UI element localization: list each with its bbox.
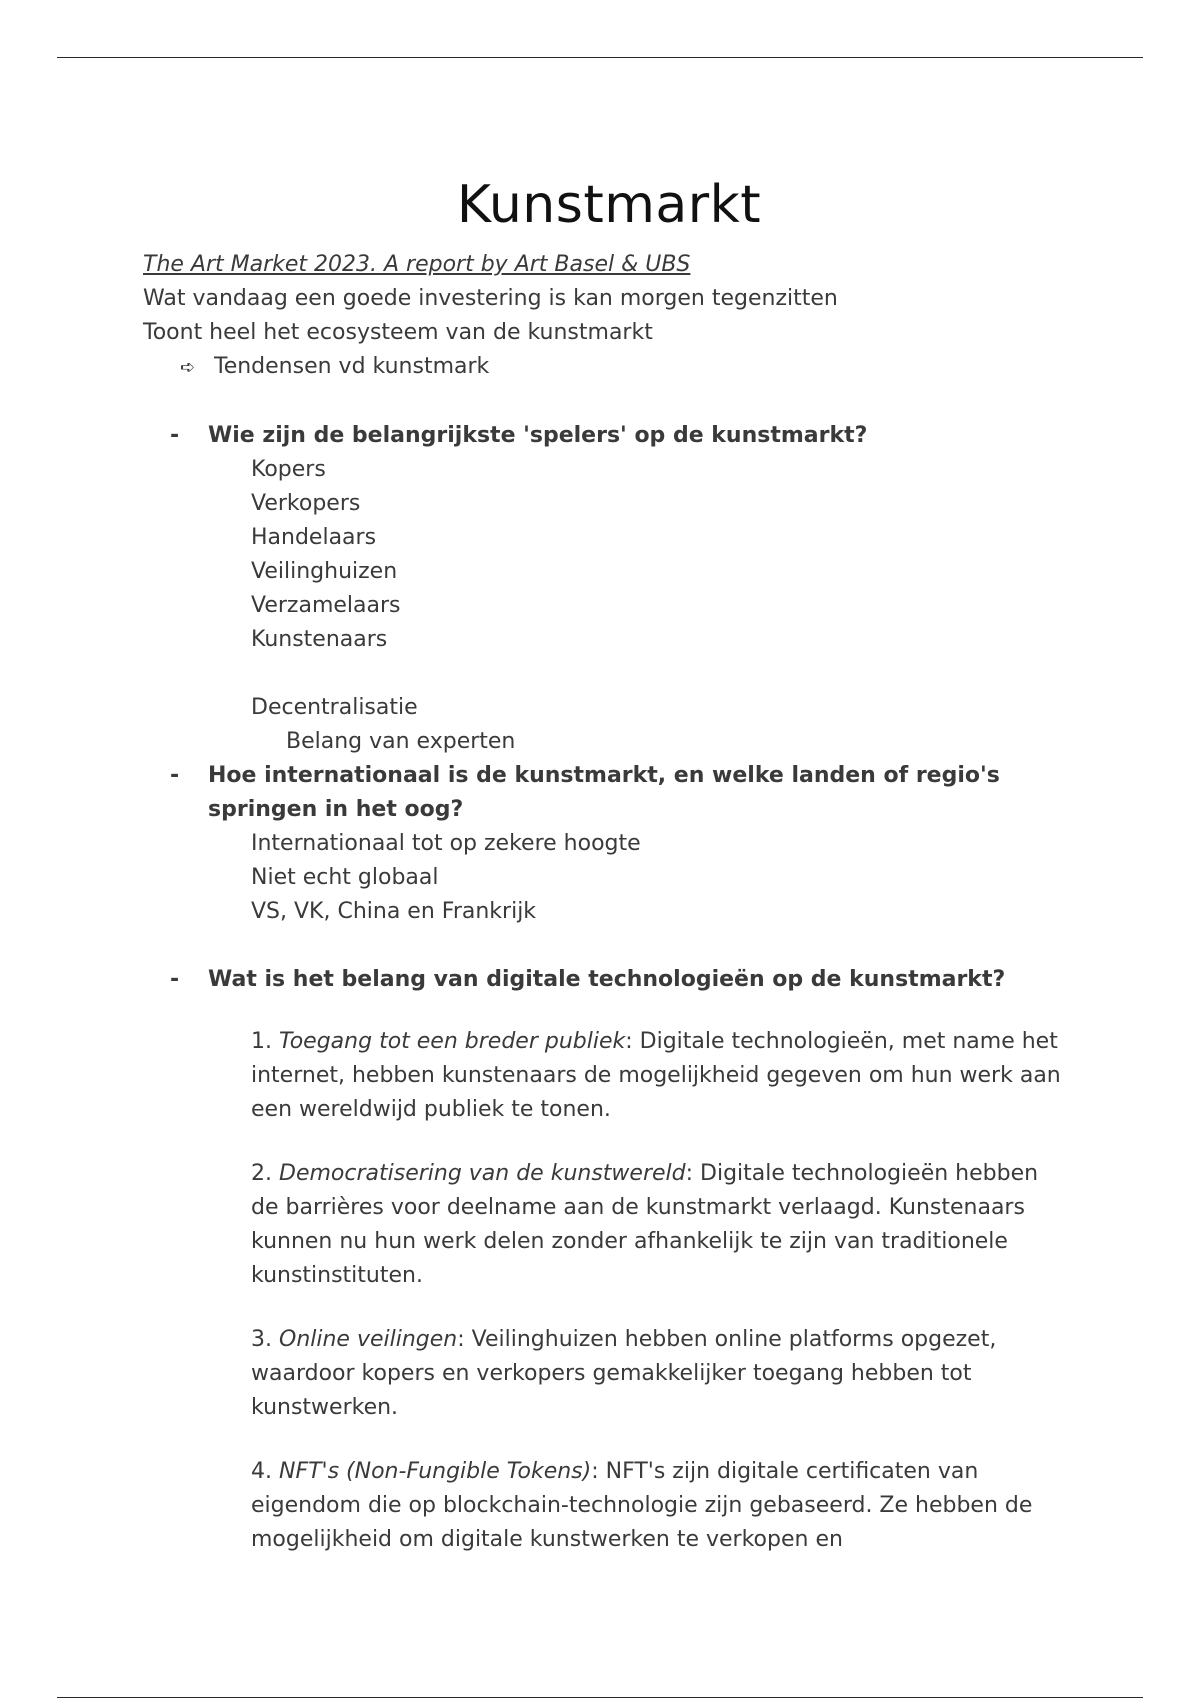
question-3-text: Wat is het belang van digitale technologieën op de kunstmarkt? [208, 967, 1006, 992]
item-number: 4. [251, 1459, 272, 1484]
list-item: Veilinghuizen [251, 559, 398, 584]
note-decentralisatie: Decentralisatie [251, 695, 418, 720]
question-1 [143, 419, 1093, 453]
bottom-rule [57, 1697, 1143, 1698]
source-link[interactable]: The Art Market 2023. A report by Art Basel & UBS [143, 252, 691, 277]
subnote-experten: Belang van experten [286, 729, 516, 754]
item-text: : Digitale technologieën hebben de barrières voor deelname aan de kunstmarkt verlaagd. Kunstenaars kunnen nu hun werk delen zonder afhankelijk te zijn van traditionele kunstinstituten. [251, 1161, 1039, 1288]
item-term: NFT's (Non-Fungible Tokens) [279, 1459, 592, 1484]
bullet-dash: - [170, 763, 180, 788]
item-term: Toegang tot een breder publiek [279, 1029, 626, 1054]
page-title: Kunstmarkt [456, 174, 762, 235]
list-item: Kunstenaars [251, 627, 388, 652]
item-term: Democratisering van de kunstwereld [279, 1161, 686, 1186]
item-text: : NFT's zijn digitale certificaten van eigendom die op blockchain-technologie zijn gebaseerd. Ze hebben de mogelijkheid om digitale kunstwerken te verkopen en [251, 1459, 1033, 1552]
arrow-item [143, 350, 1093, 385]
numbered-item [143, 1025, 1071, 1127]
bullet-dash: - [170, 423, 180, 448]
question-2-text: Hoe internationaal is de kunstmarkt, en welke landen of regio's springen in het oog? [208, 763, 1000, 822]
numbered-item [143, 1157, 1071, 1293]
list-item: Niet echt globaal [251, 865, 439, 890]
list-item: VS, VK, China en Frankrijk [251, 899, 537, 924]
list-item: Verkopers [251, 491, 361, 516]
item-number: 2. [251, 1161, 272, 1186]
item-number: 1. [251, 1029, 272, 1054]
numbered-item [143, 1455, 1071, 1557]
item-text: : Veilinghuizen hebben online platforms opgezet, waardoor kopers en verkopers gemakkelijker toegang hebben tot kunstwerken. [251, 1327, 997, 1420]
arrow-icon: ➪ [180, 357, 196, 378]
list-item: Kopers [251, 457, 326, 482]
intro-line: Toont heel het ecosysteem van de kunstmarkt [143, 320, 653, 345]
list-item: Handelaars [251, 525, 377, 550]
question-1-text: Wie zijn de belangrijkste 'spelers' op de kunstmarkt? [208, 423, 868, 448]
question-3 [143, 963, 1093, 997]
item-number: 3. [251, 1327, 272, 1352]
item-term: Online veilingen [279, 1327, 458, 1352]
bullet-dash: - [170, 967, 180, 992]
document-body [143, 248, 1093, 1557]
list-item: Internationaal tot op zekere hoogte [251, 831, 641, 856]
question-2 [143, 759, 1093, 827]
arrow-item-text: Tendensen vd kunstmark [214, 354, 490, 379]
item-text: : Digitale technologieën, met name het internet, hebben kunstenaars de mogelijkheid gegeven om hun werk aan een wereldwijd publiek te tonen. [251, 1029, 1061, 1122]
intro-line: Wat vandaag een goede investering is kan morgen tegenzitten [143, 286, 838, 311]
list-item: Verzamelaars [251, 593, 401, 618]
top-rule [57, 57, 1143, 58]
numbered-item [143, 1323, 1071, 1425]
